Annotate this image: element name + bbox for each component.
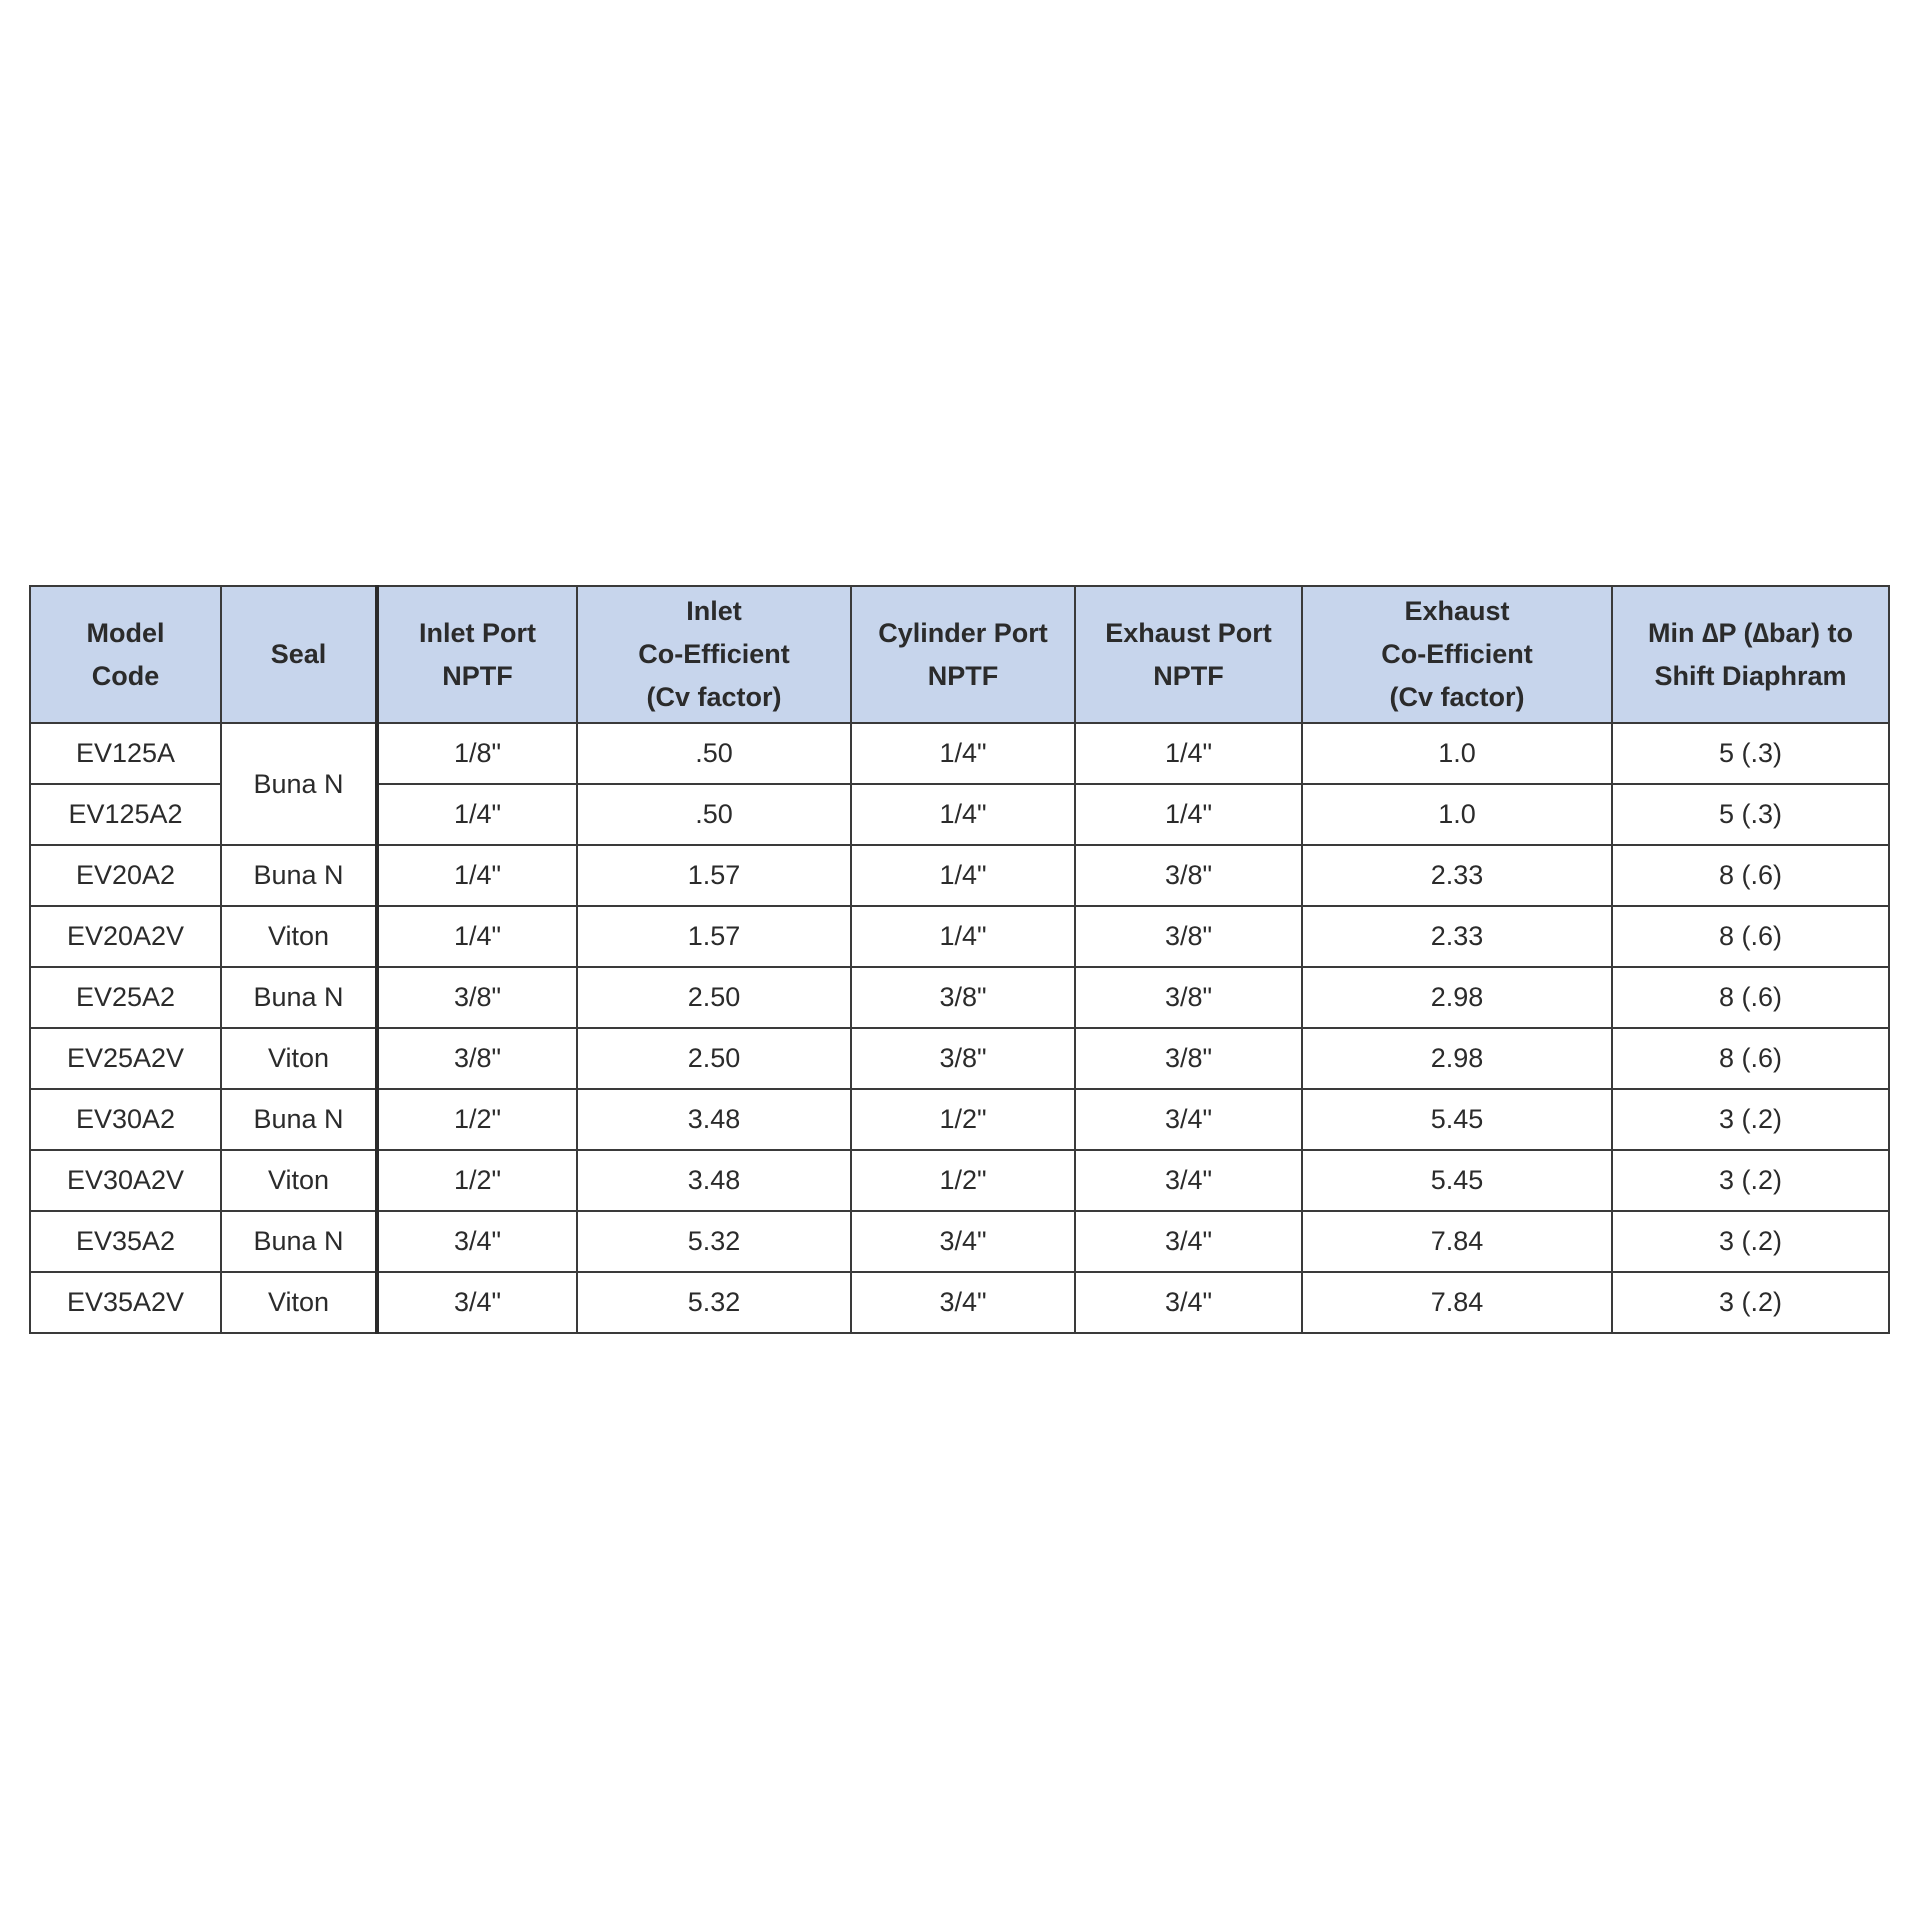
cylinder-port-cell: 1/4" (851, 723, 1075, 784)
exhaust-port-cell: 3/8" (1075, 1028, 1302, 1089)
header-row (30, 586, 1889, 723)
exhaust-port-cell: 1/4" (1075, 784, 1302, 845)
min-delta-p-cell: 3 (.2) (1612, 1211, 1889, 1272)
header-inlet-port (377, 586, 577, 723)
min-delta-p-cell: 3 (.2) (1612, 1150, 1889, 1211)
exhaust-coefficient-cell: 1.0 (1302, 784, 1612, 845)
exhaust-coefficient-cell: 2.98 (1302, 1028, 1612, 1089)
inlet-port-cell: 1/2" (377, 1089, 577, 1150)
table-row (30, 845, 1889, 906)
min-delta-p-cell: 5 (.3) (1612, 723, 1889, 784)
table-row (30, 906, 1889, 967)
header-text-line: Co-Efficient (1381, 639, 1533, 669)
header-min-delta-p (1612, 586, 1889, 723)
seal-cell: Viton (221, 1272, 377, 1333)
exhaust-port-cell: 1/4" (1075, 723, 1302, 784)
cylinder-port-cell: 1/4" (851, 906, 1075, 967)
inlet-port-cell: 1/4" (377, 784, 577, 845)
seal-cell: Buna N (221, 967, 377, 1028)
inlet-port-cell: 3/4" (377, 1272, 577, 1333)
min-delta-p-cell: 8 (.6) (1612, 906, 1889, 967)
inlet-coefficient-cell: 5.32 (577, 1211, 851, 1272)
min-delta-p-cell: 3 (.2) (1612, 1089, 1889, 1150)
cylinder-port-cell: 1/2" (851, 1089, 1075, 1150)
inlet-coefficient-cell: 1.57 (577, 845, 851, 906)
model-code-cell: EV25A2V (30, 1028, 221, 1089)
min-delta-p-cell: 8 (.6) (1612, 967, 1889, 1028)
cylinder-port-cell: 3/8" (851, 1028, 1075, 1089)
cylinder-port-cell: 1/2" (851, 1150, 1075, 1211)
exhaust-coefficient-cell: 1.0 (1302, 723, 1612, 784)
header-text-line: NPTF (1153, 660, 1224, 691)
exhaust-coefficient-cell: 5.45 (1302, 1089, 1612, 1150)
seal-cell: Buna N (221, 1089, 377, 1150)
cylinder-port-cell: 3/8" (851, 967, 1075, 1028)
exhaust-port-cell: 3/8" (1075, 845, 1302, 906)
exhaust-port-cell: 3/4" (1075, 1211, 1302, 1272)
table-header (30, 586, 1889, 723)
exhaust-port-cell: 3/4" (1075, 1089, 1302, 1150)
min-delta-p-cell: 8 (.6) (1612, 1028, 1889, 1089)
header-text-line: Seal (270, 639, 327, 669)
header-exhaust-port (1075, 586, 1302, 723)
seal-cell: Buna N (221, 1211, 377, 1272)
exhaust-coefficient-cell: 2.33 (1302, 906, 1612, 967)
inlet-coefficient-cell: 5.32 (577, 1272, 851, 1333)
header-text-line: Min ∆P (∆bar) to (1647, 617, 1854, 648)
seal-cell: Viton (221, 1150, 377, 1211)
exhaust-port-cell: 3/8" (1075, 967, 1302, 1028)
model-code-cell: EV20A2 (30, 845, 221, 906)
model-code-cell: EV35A2V (30, 1272, 221, 1333)
header-text-line: Shift Diaphram (1654, 660, 1847, 691)
table-row (30, 1211, 1889, 1272)
inlet-coefficient-cell: 3.48 (577, 1150, 851, 1211)
table-row (30, 1089, 1889, 1150)
inlet-coefficient-cell: 3.48 (577, 1089, 851, 1150)
model-code-cell: EV30A2V (30, 1150, 221, 1211)
header-text-line: NPTF (442, 660, 513, 691)
exhaust-coefficient-cell: 2.98 (1302, 967, 1612, 1028)
header-text-line: Cylinder Port (878, 617, 1048, 648)
header-model-code (30, 586, 221, 723)
exhaust-coefficient-cell: 7.84 (1302, 1211, 1612, 1272)
model-code-cell: EV25A2 (30, 967, 221, 1028)
exhaust-coefficient-cell: 7.84 (1302, 1272, 1612, 1333)
header-text-line: (Cv factor) (646, 682, 782, 712)
header-text-line: Inlet Port (418, 617, 536, 648)
cylinder-port-cell: 1/4" (851, 784, 1075, 845)
table-row (30, 967, 1889, 1028)
model-code-cell: EV125A (30, 723, 221, 784)
inlet-coefficient-cell: .50 (577, 784, 851, 845)
cylinder-port-cell: 1/4" (851, 845, 1075, 906)
cylinder-port-cell: 3/4" (851, 1272, 1075, 1333)
inlet-coefficient-cell: 1.57 (577, 906, 851, 967)
seal-cell: Viton (221, 1028, 377, 1089)
min-delta-p-cell: 3 (.2) (1612, 1272, 1889, 1333)
exhaust-port-cell: 3/4" (1075, 1150, 1302, 1211)
header-text-line: Exhaust (1404, 596, 1510, 626)
cylinder-port-cell: 3/4" (851, 1211, 1075, 1272)
inlet-port-cell: 3/8" (377, 1028, 577, 1089)
exhaust-coefficient-cell: 2.33 (1302, 845, 1612, 906)
header-exhaust-coefficient (1302, 586, 1612, 723)
model-code-cell: EV20A2V (30, 906, 221, 967)
inlet-coefficient-cell: 2.50 (577, 1028, 851, 1089)
header-inlet-coefficient (577, 586, 851, 723)
model-code-cell: EV30A2 (30, 1089, 221, 1150)
header-cylinder-port (851, 586, 1075, 723)
inlet-coefficient-cell: .50 (577, 723, 851, 784)
exhaust-coefficient-cell: 5.45 (1302, 1150, 1612, 1211)
table-body (30, 723, 1889, 1333)
header-text-line: Inlet (686, 596, 742, 626)
header-text-line: (Cv factor) (1389, 682, 1525, 712)
exhaust-port-cell: 3/4" (1075, 1272, 1302, 1333)
header-text-line: NPTF (927, 660, 999, 691)
min-delta-p-cell: 5 (.3) (1612, 784, 1889, 845)
header-text-line: Co-Efficient (638, 639, 790, 669)
header-seal (221, 586, 377, 723)
table-row (30, 1272, 1889, 1333)
header-text-line: Exhaust Port (1105, 617, 1272, 648)
seal-cell: Buna N (221, 845, 377, 906)
table-row (30, 723, 1889, 784)
inlet-port-cell: 3/8" (377, 967, 577, 1028)
inlet-port-cell: 1/2" (377, 1150, 577, 1211)
header-text-line: Code (91, 660, 160, 691)
inlet-port-cell: 1/4" (377, 845, 577, 906)
inlet-port-cell: 3/4" (377, 1211, 577, 1272)
seal-cell: Buna N (221, 723, 377, 845)
valve-spec-table (29, 585, 1890, 1334)
seal-cell: Viton (221, 906, 377, 967)
min-delta-p-cell: 8 (.6) (1612, 845, 1889, 906)
inlet-coefficient-cell: 2.50 (577, 967, 851, 1028)
table-row (30, 1028, 1889, 1089)
header-text-line: Model (86, 617, 165, 648)
model-code-cell: EV35A2 (30, 1211, 221, 1272)
inlet-port-cell: 1/8" (377, 723, 577, 784)
table-row (30, 1150, 1889, 1211)
inlet-port-cell: 1/4" (377, 906, 577, 967)
exhaust-port-cell: 3/8" (1075, 906, 1302, 967)
model-code-cell: EV125A2 (30, 784, 221, 845)
